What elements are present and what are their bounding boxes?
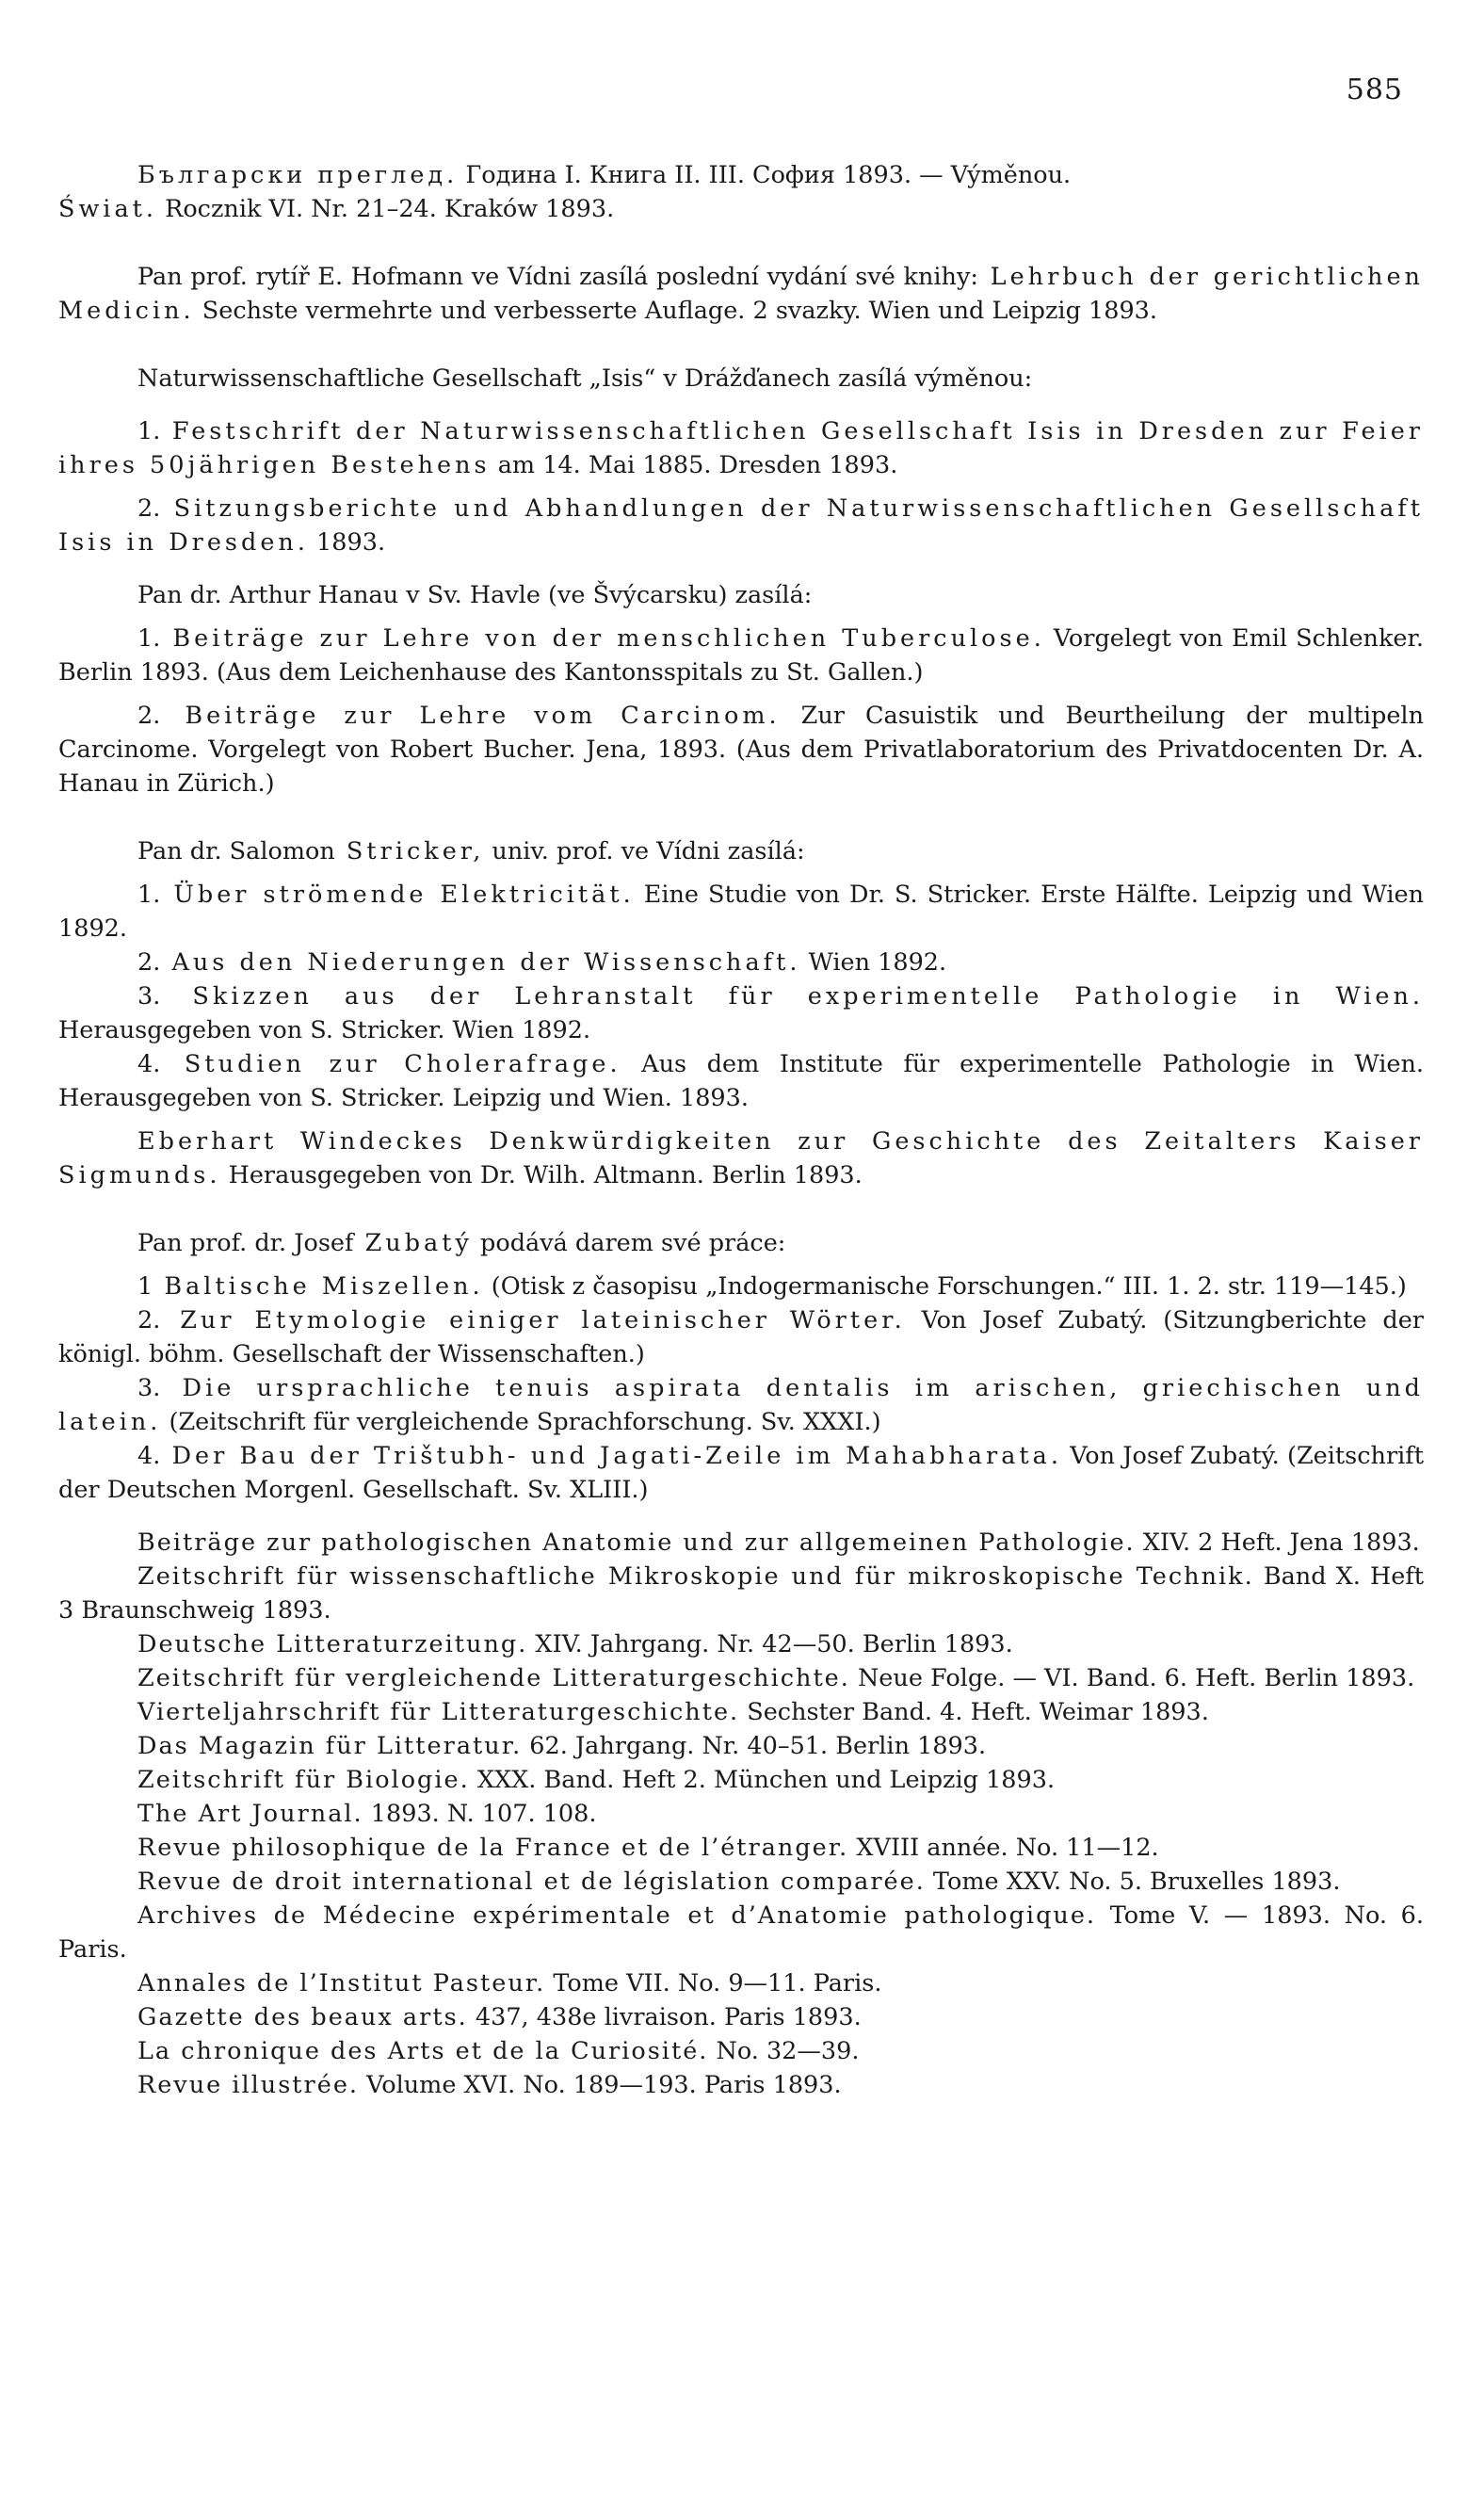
- entry-details: Sechste vermehrte und verbesserte Auflage. 2 svazky. Wien und Leipzig 1893.: [194, 297, 1157, 325]
- entry-details: XIV. 2 Heft. Jena 1893.: [1135, 1528, 1420, 1557]
- entry-periodical: [58, 1966, 1424, 2000]
- entry-title: Aus den Niederungen der Wissenschaft.: [160, 948, 801, 977]
- entry-details: Tome VII. No. 9—11. Paris.: [545, 1969, 882, 1998]
- entry-swiat: [58, 192, 1424, 226]
- entry-title: Revue de droit international et de législation comparée.: [137, 1868, 926, 1896]
- entry-zubaty-2: [58, 1303, 1424, 1371]
- entry-title: Beiträge zur pathologischen Anatomie und zur allgemeinen Pathologie.: [137, 1528, 1136, 1557]
- entry-title: Revue philosophique de la France et de l’étranger.: [137, 1834, 849, 1862]
- entry-title: Die ursprachliche tenuis aspirata dentalis im arischen, griechischen und latein.: [58, 1374, 1424, 1436]
- entry-title: The Art Journal.: [137, 1800, 363, 1828]
- entry-details: Tome V. — 1893. No. 6. Paris.: [58, 1901, 1424, 1964]
- entry-stricker-intro: [58, 834, 1424, 868]
- entry-details: Tome XXV. No. 5. Bruxelles 1893.: [925, 1868, 1341, 1896]
- entry-author: Stricker,: [334, 837, 485, 865]
- entry-number: 1.: [137, 417, 161, 445]
- entry-hanau-2: [58, 699, 1424, 801]
- entry-details: 1893. N. 107. 108.: [363, 1800, 597, 1828]
- entry-title: Lehrbuch der gerichtlichen Medicin.: [58, 263, 1424, 325]
- entry-title: Zeitschrift für vergleichende Litteraturgeschichte.: [137, 1664, 850, 1692]
- entry-title: Zur Etymologie einiger lateinischer Wörter.: [160, 1306, 906, 1334]
- entry-intro: Pan dr. Salomon: [137, 837, 335, 865]
- entry-details: Herausgegeben von S. Stricker. Wien 1892.: [58, 1016, 591, 1044]
- entry-periodical: [58, 1865, 1424, 1899]
- entry-periodical: [58, 1661, 1424, 1695]
- entry-title: Zeitschrift für wissenschaftliche Mikroskopie und für mikroskopische Technik.: [137, 1562, 1254, 1591]
- entry-title: Beiträge zur Lehre von der menschlichen Tuberculose.: [160, 624, 1045, 653]
- entry-intro: Pan prof. rytíř E. Hofmann ve Vídni zasílá poslední vydání své knihy:: [137, 263, 978, 291]
- entry-number: 2.: [137, 702, 161, 730]
- entry-details: Band X. Heft 3 Braunschweig 1893.: [58, 1562, 1424, 1625]
- entry-title: Świat.: [58, 195, 158, 223]
- entry-details: Sechster Band. 4. Heft. Weimar 1893.: [739, 1698, 1209, 1726]
- entry-details: Aus dem Institute für experimentelle Pathologie in Wien. Herausgegeben von S. Stricker. Leipzig und Wien. 1893.: [58, 1050, 1424, 1112]
- entry-zubaty-4: [58, 1439, 1424, 1507]
- entry-title: Gazette des beaux arts.: [137, 2003, 468, 2031]
- entry-number: 2.: [137, 494, 161, 523]
- entry-details: Von Josef Zubatý. (Sitzungberichte der königl. böhm. Gesellschaft der Wissenschaften.): [58, 1306, 1424, 1368]
- entry-periodical: [58, 1526, 1424, 1560]
- entry-number: 1.: [137, 624, 161, 653]
- entry-periodical: [58, 1695, 1424, 1729]
- entry-periodical: [58, 1560, 1424, 1627]
- entry-intro: Naturwissenschaftliche Gesellschaft „Isis“ v Drážďanech zasílá výměnou:: [137, 364, 1033, 393]
- entry-author: Zubatý: [353, 1229, 473, 1257]
- entry-details: Wien 1892.: [800, 948, 947, 977]
- document-body: [58, 158, 1424, 2102]
- entry-title: Archives de Médecine expérimentale et d’Anatomie pathologique.: [137, 1901, 1097, 1930]
- entry-number: 3.: [137, 982, 161, 1011]
- entry-title: Der Bau der Trištubh- und Jagati-Zeile im Mahabharata.: [160, 1442, 1062, 1470]
- entry-details: Vorgelegt von Emil Schlenker. Berlin 1893. (Aus dem Leichenhause des Kantonsspitals zu St. Gallen.): [58, 624, 1425, 687]
- entry-periodical: [58, 1797, 1424, 1831]
- entry-title: Deutsche Litteraturzeitung.: [137, 1630, 528, 1658]
- entry-details: (Otisk z časopisu „Indogermanische Forschungen.“ III. 1. 2. str. 119—145.): [483, 1272, 1407, 1301]
- entry-periodical: [58, 2000, 1424, 2034]
- entry-title: La chronique des Arts et de la Curiosité.: [137, 2037, 709, 2065]
- entry-details: Volume XVI. No. 189—193. Paris 1893.: [359, 2071, 842, 2099]
- entry-stricker-3: [58, 979, 1424, 1047]
- entry-details: 1893.: [308, 528, 386, 557]
- entry-isis-1: [58, 414, 1424, 482]
- entry-details: XXX. Band. Heft 2. München und Leipzig 1893.: [469, 1766, 1056, 1794]
- entry-periodical: [58, 1831, 1424, 1865]
- entry-title: Beiträge zur Lehre vom Carcinom.: [160, 702, 781, 730]
- entry-details: am 14. Mai 1885. Dresden 1893.: [490, 451, 898, 479]
- entry-zubaty-1: [58, 1270, 1424, 1303]
- entry-zubaty-intro: [58, 1226, 1424, 1260]
- entry-title: Annales de l’Institut Pasteur.: [137, 1969, 546, 1998]
- entry-details: Zur Casuistik und Beurtheilung der multipeln Carcinome. Vorgelegt von Robert Bucher. Jena, 1893. (Aus dem Privatlaboratorium des Privatdocenten Dr. A. Hanau in Zürich.): [58, 702, 1424, 798]
- entry-details: 62. Jahrgang. Nr. 40–51. Berlin 1893.: [522, 1732, 987, 1760]
- entry-isis-intro: [58, 362, 1424, 396]
- entry-number: 2.: [137, 948, 161, 977]
- entry-title: Revue illustrée.: [137, 2071, 360, 2099]
- entry-hanau-1: [58, 622, 1424, 689]
- entry-title: Festschrift der Naturwissenschaftlichen Gesellschaft Isis in Dresden zur Feier ihres 50jährigen Bestehens: [58, 417, 1424, 479]
- entry-number: 1: [137, 1272, 153, 1301]
- entry-periodical: [58, 1627, 1424, 1661]
- entry-periodical: [58, 2034, 1424, 2068]
- entry-stricker-1: [58, 878, 1424, 946]
- entry-number: 1.: [137, 881, 161, 909]
- entry-details: XIV. Jahrgang. Nr. 42—50. Berlin 1893.: [527, 1630, 1013, 1658]
- entry-details: XVIII année. No. 11—12.: [848, 1834, 1159, 1862]
- page-number: 585: [1346, 73, 1403, 106]
- entry-details: univ. prof. ve Vídni zasílá:: [484, 837, 805, 865]
- entry-details: podává darem své práce:: [472, 1229, 786, 1257]
- entry-intro: Pan prof. dr. Josef: [137, 1229, 354, 1257]
- entry-details: No. 32—39.: [708, 2037, 860, 2065]
- entry-title: Das Magazin für Litteratur.: [137, 1732, 523, 1760]
- entry-details: Eine Studie von Dr. S. Stricker. Erste Hälfte. Leipzig und Wien 1892.: [58, 881, 1424, 943]
- entry-periodical: [58, 1729, 1424, 1763]
- entry-number: 2.: [137, 1306, 161, 1334]
- entry-title: Studien zur Cholerafrage.: [160, 1050, 621, 1078]
- entry-periodical: [58, 1763, 1424, 1797]
- entry-zubaty-3: [58, 1371, 1424, 1439]
- entry-title: Skizzen aus der Lehranstalt für experimentelle Pathologie in Wien.: [160, 982, 1424, 1011]
- entry-stricker-4: [58, 1047, 1424, 1115]
- entry-stricker-2: [58, 946, 1424, 979]
- entry-details: (Zeitschrift für vergleichende Sprachforschung. Sv. XXXI.): [161, 1408, 881, 1436]
- entry-details: Neue Folge. — VI. Band. 6. Heft. Berlin 1893.: [849, 1664, 1415, 1692]
- entry-title: Eberhart Windeckes Denkwürdigkeiten zur Geschichte des Zeitalters Kaiser Sigmunds.: [58, 1127, 1424, 1189]
- entry-details: Година I. Книга II. III. София 1893. — Výměnou.: [458, 161, 1072, 189]
- entry-intro: Pan dr. Arthur Hanau v Sv. Havle (ve Švýcarsku) zasílá:: [137, 581, 813, 609]
- entry-title: Български преглед.: [137, 161, 459, 189]
- entry-title: Zeitschrift für Biologie.: [137, 1766, 470, 1794]
- entry-windecke: [58, 1124, 1424, 1192]
- entry-number: 4.: [137, 1442, 161, 1470]
- entry-title: Vierteljahrschrift für Litteraturgeschichte.: [137, 1698, 740, 1726]
- entry-details: Herausgegeben von Dr. Wilh. Altmann. Berlin 1893.: [220, 1161, 863, 1189]
- entry-hofmann: [58, 260, 1424, 328]
- entry-details: Rocznik VI. Nr. 21–24. Kraków 1893.: [157, 195, 615, 223]
- entry-title: Über strömende Elektricität.: [160, 881, 635, 909]
- entry-title: Sitzungsberichte und Abhandlungen der Naturwissenschaftlichen Gesellschaft Isis in Dresden.: [58, 494, 1424, 557]
- entry-bulgarian-review: [58, 158, 1424, 192]
- entry-periodical: [58, 1899, 1424, 1966]
- entry-number: 4.: [137, 1050, 161, 1078]
- entry-periodical: [58, 2068, 1424, 2102]
- entry-number: 3.: [137, 1374, 161, 1402]
- entry-isis-2: [58, 492, 1424, 559]
- entry-details: 437, 438e livraison. Paris 1893.: [467, 2003, 862, 2031]
- entry-title: Baltische Miszellen.: [153, 1272, 484, 1301]
- entry-details: Von Josef Zubatý. (Zeitschrift der Deutschen Morgenl. Gesellschaft. Sv. XLIII.): [58, 1442, 1424, 1504]
- entry-hanau-intro: [58, 578, 1424, 612]
